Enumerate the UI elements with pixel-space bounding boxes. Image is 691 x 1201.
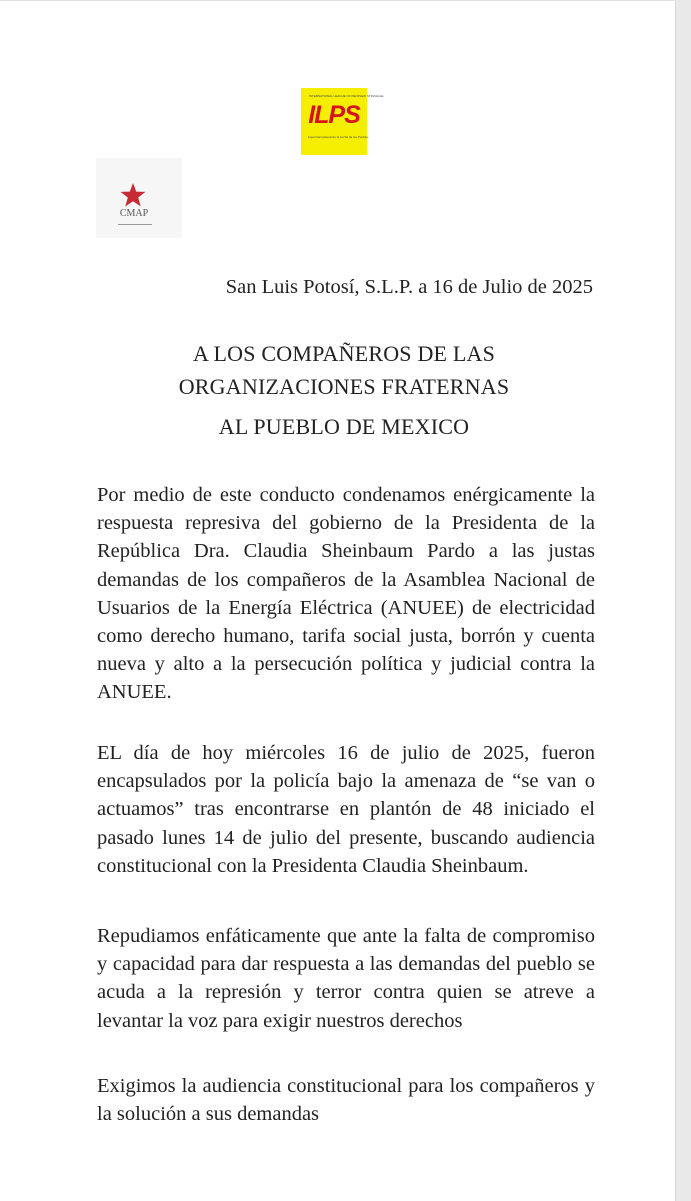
ilps-tagline-bottom: Liga Internacional de la Lucha de los Pueblos [308,135,369,139]
heading-line-3: AL PUEBLO DE MEXICO [218,414,470,439]
ilps-logo-text: ILPS [308,101,360,129]
ilps-tagline-top: INTERNATIONAL LEAGUE OF PEOPLES' STRUGGLE [309,94,384,98]
cmap-divider [118,224,152,225]
date-line: San Luis Potosí, S.L.P. a 16 de Julio de 2025 [225,276,593,298]
cmap-logo [96,158,182,238]
paragraph-condemnation: Por medio de este conducto condenamos enérgicamente la respuesta represiva del gobierno de la Presidenta de la República Dra. Claudia Sheinbaum Pardo a las justas demandas de los compañeros de la Asamblea Nacional de Usuarios de la Energía Eléctrica (ANUEE) de electricidad como derecho humano, tarifa social justa, borrón y cuenta nueva y alto a la persecución política y judicial contra la ANUEE. [97,484,595,704]
ilps-logo [301,88,384,155]
cmap-logo-text: CMAP [119,208,149,219]
heading-line-2: ORGANIZACIONES FRATERNAS [178,374,510,399]
red-star-icon [120,182,146,208]
paragraph-repudiation: Repudiamos enfáticamente que ante la falta de compromiso y capacidad para dar respuesta a las demandas del pueblo se acuda a la represión y terror contra quien se atreve a levantar la voz para exigir nuestros derechos [97,925,595,1032]
paragraph-demands: Exigimos la audiencia constitucional para los compañeros y la solución a sus demandas [97,1075,595,1126]
heading-line-1: A LOS COMPAÑEROS DE LAS [192,341,496,366]
paragraph-events: EL día de hoy miércoles 16 de julio de 2025, fueron encapsulados por la policía bajo la amenaza de “se van o actuamos” tras encontrarse en plantón de 48 iniciado el pasado lunes 14 de julio del presente, buscando audiencia constitucional con la Presidenta Claudia Sheinbaum. [97,742,595,877]
